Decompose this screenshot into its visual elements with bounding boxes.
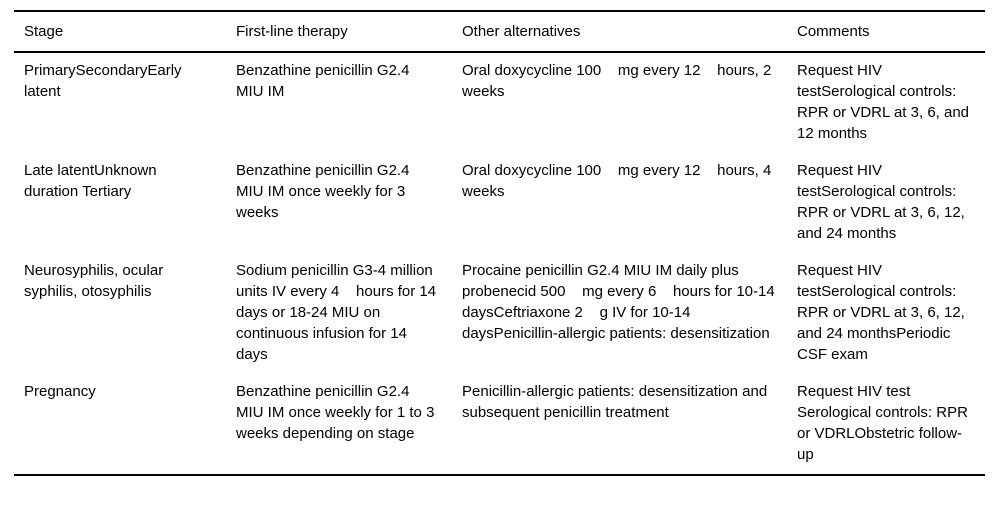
cell-first-line-therapy: Benzathine penicillin G2.4 MIU IM once weekly for 1 to 3 weeks depending on stage: [236, 383, 435, 442]
cell-other-alternatives: Penicillin-allergic patients: desensitization and subsequent penicillin treatment: [462, 383, 768, 421]
table-row: [14, 52, 985, 153]
table-row: [14, 253, 985, 374]
column-header-stage: Stage: [14, 11, 226, 52]
column-header-comments: Comments: [787, 11, 985, 52]
treatment-table: [14, 10, 985, 476]
column-header-other-alternatives: Other alternatives: [452, 11, 787, 52]
cell-first-line-therapy: Benzathine penicillin G2.4 MIU IM: [236, 62, 410, 100]
cell-other-alternatives: Oral doxycycline 100 mg every 12 hours, 2 weeks: [462, 62, 772, 100]
cell-other-alternatives: Procaine penicillin G2.4 MIU IM daily plus probenecid 500 mg every 6 hours for 10-14 daysCeftriaxone 2 g IV for 10-14 daysPenicillin-allergic patients: desensitization: [462, 262, 775, 342]
header-row: [14, 11, 985, 52]
table-row: [14, 374, 985, 475]
column-header-first-line-therapy: First-line therapy: [226, 11, 452, 52]
cell-comments: Request HIV test Serological controls: RPR or VDRLObstetric follow-up: [797, 383, 968, 463]
cell-first-line-therapy: Sodium penicillin G3-4 million units IV every 4 hours for 14 days or 18-24 MIU on continuous infusion for 14 days: [236, 262, 437, 363]
cell-stage: PrimarySecondaryEarly latent: [24, 62, 182, 100]
cell-other-alternatives: Oral doxycycline 100 mg every 12 hours, 4 weeks: [462, 162, 772, 200]
cell-stage: Neurosyphilis, ocular syphilis, otosyphilis: [24, 262, 164, 300]
table-row: [14, 153, 985, 253]
cell-first-line-therapy: Benzathine penicillin G2.4 MIU IM once weekly for 3 weeks: [236, 162, 410, 221]
cell-stage: Pregnancy: [24, 383, 96, 400]
cell-comments: Request HIV testSerological controls: RPR or VDRL at 3, 6, 12, and 24 monthsPeriodic CSF exam: [797, 262, 965, 363]
cell-comments: Request HIV testSerological controls: RPR or VDRL at 3, 6, 12, and 24 months: [797, 162, 965, 242]
cell-comments: Request HIV testSerological controls: RPR or VDRL at 3, 6, and 12 months: [797, 62, 970, 142]
cell-stage: Late latentUnknown duration Tertiary: [24, 162, 157, 200]
